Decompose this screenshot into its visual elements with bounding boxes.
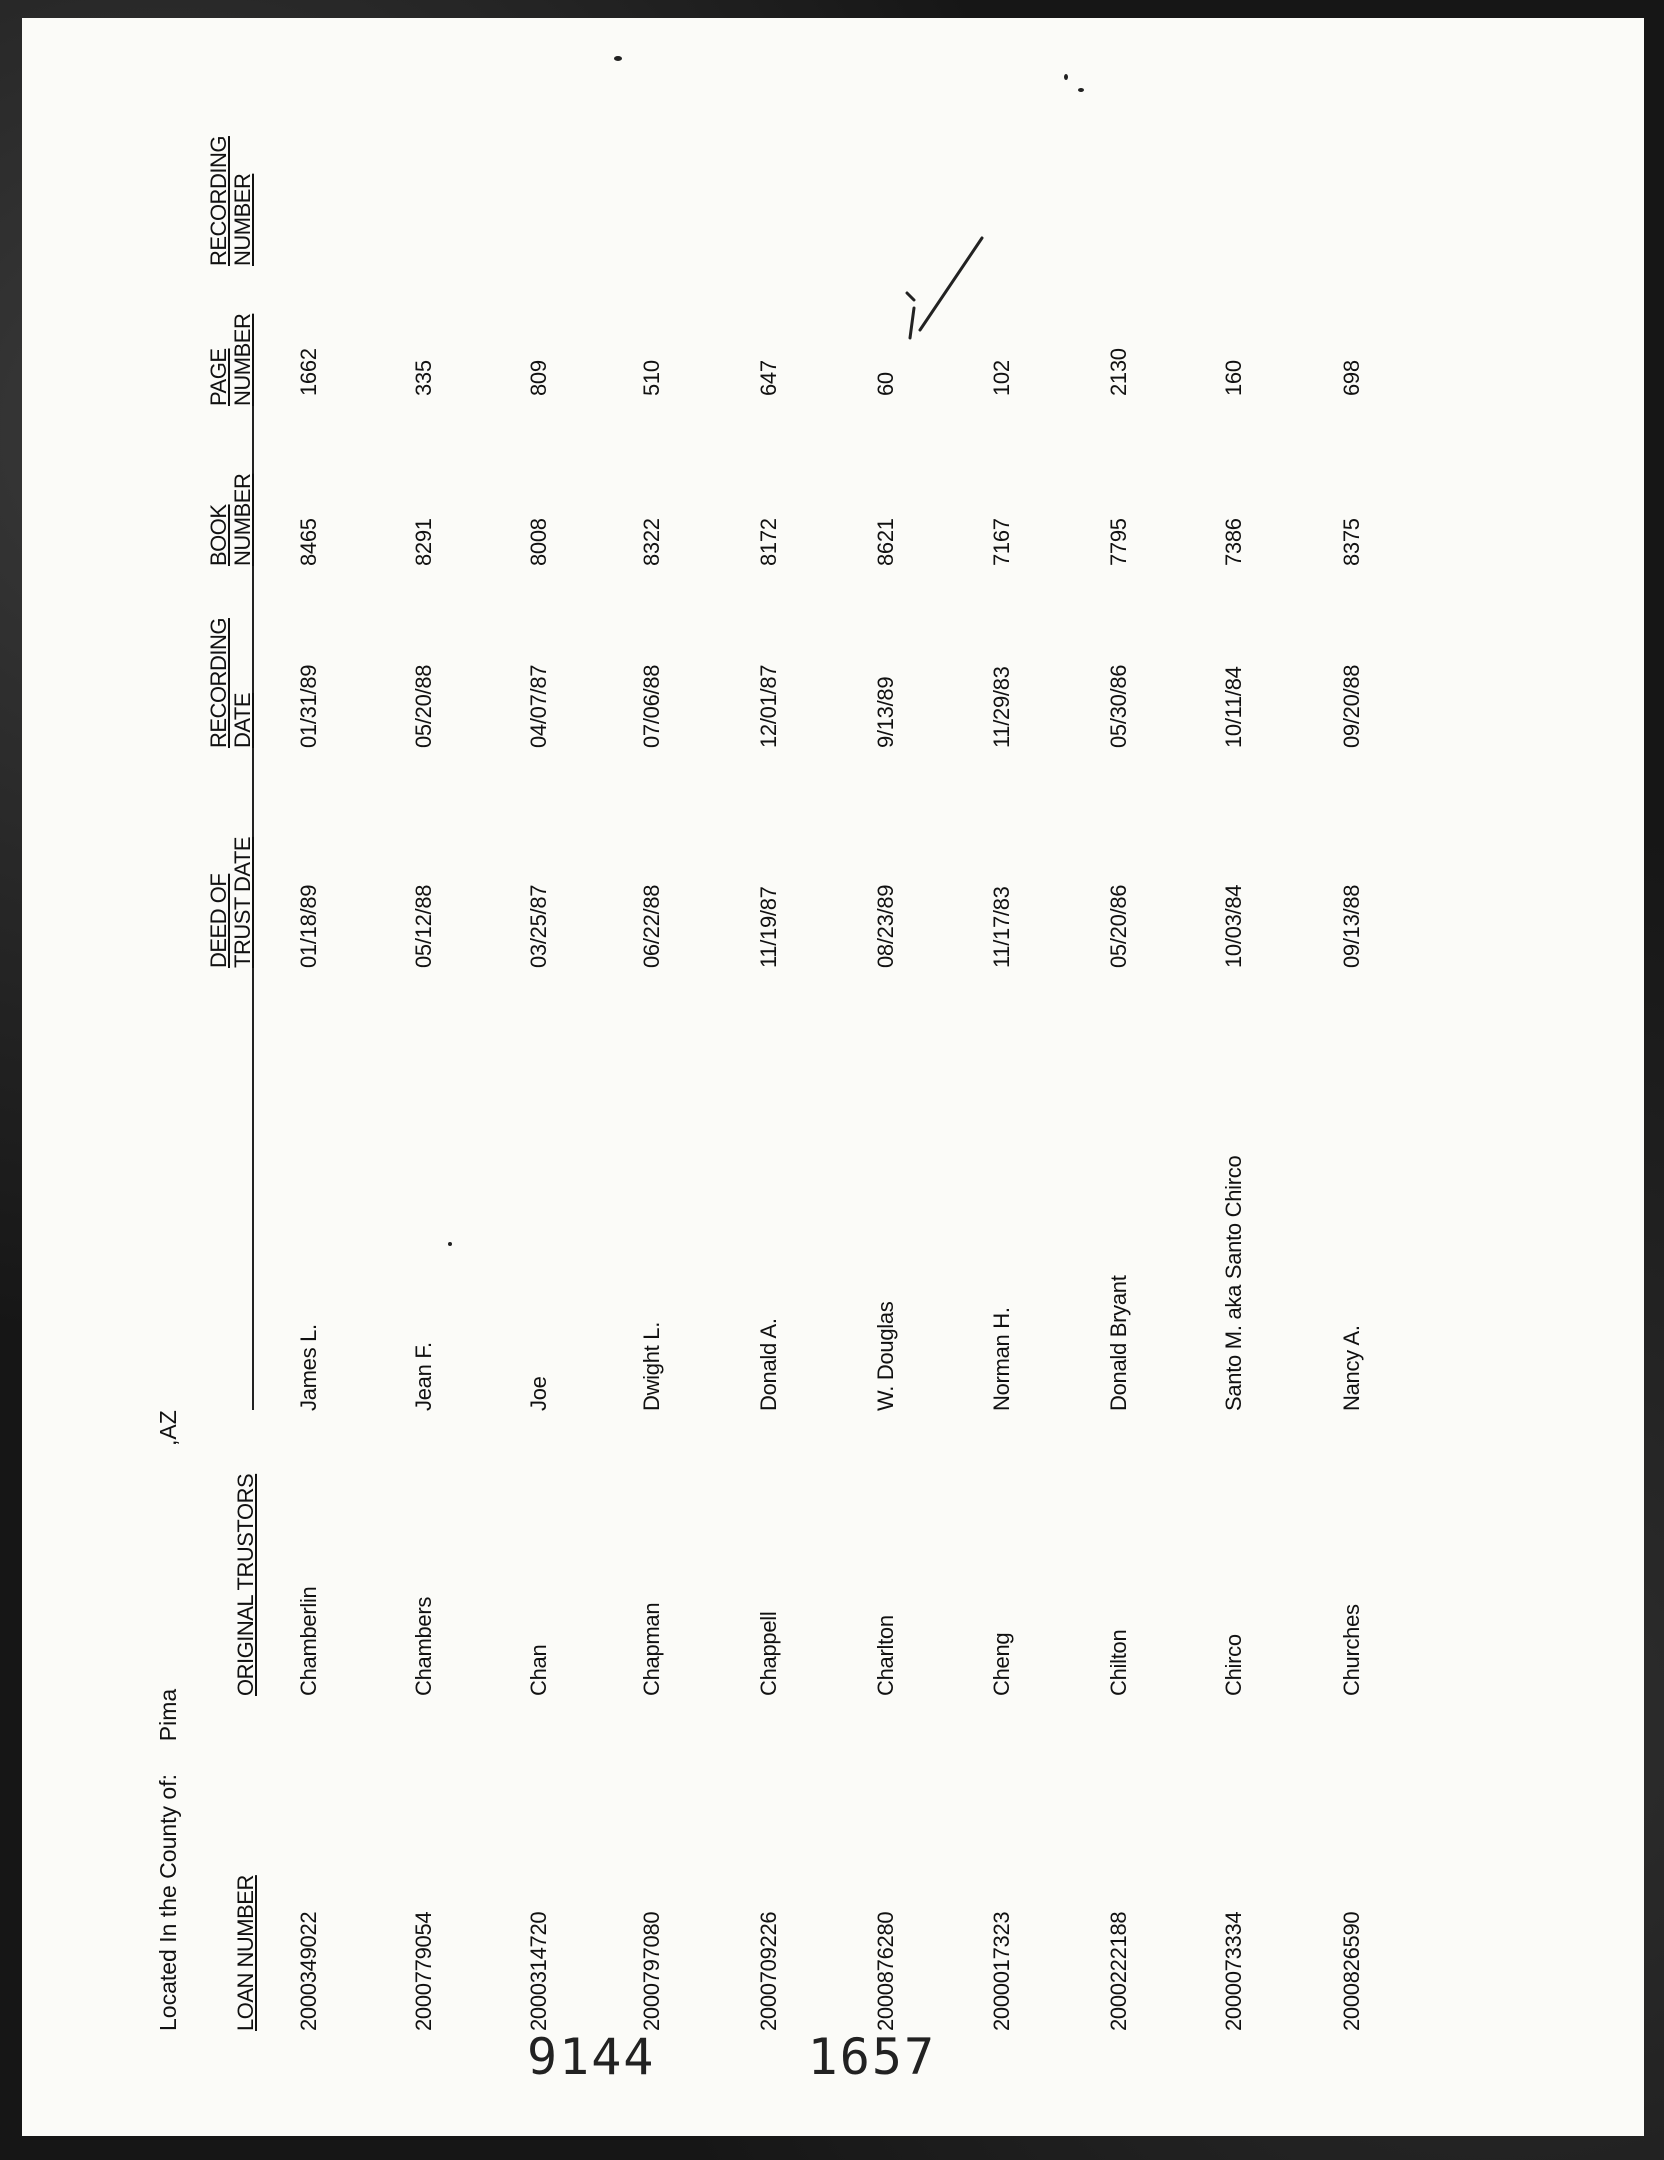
page-number-cell: 647 xyxy=(756,360,781,396)
trustor-last-cell: Chambers xyxy=(411,1596,436,1696)
trustor-last-cell: Chilton xyxy=(1106,1629,1131,1696)
header-page-line1: PAGE xyxy=(206,348,231,406)
document-page xyxy=(22,18,1644,2136)
recording-date-cell: 05/30/86 xyxy=(1106,664,1131,748)
recording-date-cell: 04/07/87 xyxy=(526,664,551,748)
trustor-last-cell: Chirco xyxy=(1221,1634,1246,1696)
trustor-first-cell: Donald A. xyxy=(756,1318,781,1411)
county-name: Pima xyxy=(155,1688,181,1742)
page-number-cell: 510 xyxy=(639,360,664,396)
handwritten-numbers xyxy=(527,2028,936,2086)
header-loan-number: LOAN NUMBER xyxy=(233,1875,258,2031)
book-number-cell: 8322 xyxy=(639,518,664,566)
deed-date-cell: 05/12/88 xyxy=(411,884,436,968)
scan-speck xyxy=(448,1242,452,1246)
recording-date-cell: 11/29/83 xyxy=(989,666,1014,748)
trustor-first-cell: Jean F. xyxy=(411,1342,436,1411)
check-mark-icon xyxy=(862,218,992,368)
trustor-last-cell: Charlton xyxy=(873,1615,898,1696)
header-book-line2: NUMBER xyxy=(230,473,255,566)
book-number-cell: 8291 xyxy=(411,518,436,566)
recording-date-cell: 9/13/89 xyxy=(873,676,898,748)
loan-number-cell: 2000709226 xyxy=(756,1911,781,2031)
loan-number-cell: 2000876280 xyxy=(873,1911,898,2031)
deed-date-cell: 05/20/86 xyxy=(1106,884,1131,968)
header-recdate-line1: RECORDING xyxy=(206,618,231,748)
scan-speck xyxy=(614,56,622,61)
trustor-last-cell: Chapman xyxy=(639,1602,664,1696)
loan-number-cell: 2000222188 xyxy=(1106,1911,1131,2031)
county-line xyxy=(155,1410,182,2031)
header-original-trustors: ORIGINAL TRUSTORS xyxy=(233,1473,258,1696)
loan-number-cell: 2000779054 xyxy=(411,1911,436,2031)
deed-date-cell: 03/25/87 xyxy=(526,884,551,968)
recording-date-cell: 10/11/84 xyxy=(1221,666,1246,748)
page-number-cell: 160 xyxy=(1221,360,1246,396)
trustor-first-cell: Nancy A. xyxy=(1339,1325,1364,1411)
trustor-first-cell: Donald Bryant xyxy=(1106,1275,1131,1411)
header-recdate-line2: DATE xyxy=(230,692,255,748)
header-book-number xyxy=(207,474,255,566)
trustor-first-cell: Joe xyxy=(526,1376,551,1411)
loan-number-cell: 2000314720 xyxy=(526,1911,551,2031)
book-number-cell: 7795 xyxy=(1106,518,1131,566)
header-recording-date xyxy=(207,618,255,748)
scan-speck xyxy=(1064,74,1068,80)
handwritten-right: 1657 xyxy=(807,2028,937,2086)
handwritten-left: 9144 xyxy=(527,2028,656,2086)
trustor-first-cell: Dwight L. xyxy=(639,1321,664,1411)
header-page-number xyxy=(207,314,255,406)
header-page-line2: NUMBER xyxy=(230,313,255,406)
header-deed-line2: TRUST DATE xyxy=(230,836,255,968)
state-name: ,AZ xyxy=(155,1410,181,1447)
deed-date-cell: 06/22/88 xyxy=(639,884,664,968)
book-number-cell: 7167 xyxy=(989,518,1014,566)
header-deed-of-trust-date xyxy=(207,837,255,968)
page-number-cell: 102 xyxy=(989,360,1014,396)
page-number-cell: 809 xyxy=(526,360,551,396)
trustor-last-cell: Churches xyxy=(1339,1604,1364,1696)
deed-date-cell: 08/23/89 xyxy=(873,884,898,968)
page-number-cell: 60 xyxy=(873,372,898,396)
recording-date-cell: 12/01/87 xyxy=(756,664,781,748)
deed-date-cell: 11/19/87 xyxy=(756,886,781,968)
page-number-cell: 698 xyxy=(1339,360,1364,396)
deed-date-cell: 10/03/84 xyxy=(1221,884,1246,968)
recording-date-cell: 01/31/89 xyxy=(296,664,321,748)
header-recnum-line2: NUMBER xyxy=(230,173,255,266)
rotated-sheet xyxy=(22,18,1644,2136)
trustor-first-cell: Santo M. aka Santo Chirco xyxy=(1221,1155,1246,1411)
page-number-cell: 1662 xyxy=(296,348,321,396)
trustor-first-cell: Norman H. xyxy=(989,1307,1014,1411)
trustor-last-cell: Cheng xyxy=(989,1632,1014,1696)
loan-number-cell: 2000797080 xyxy=(639,1911,664,2031)
recording-date-cell: 07/06/88 xyxy=(639,664,664,748)
book-number-cell: 8008 xyxy=(526,518,551,566)
county-label: Located In the County of: xyxy=(155,1773,181,2031)
book-number-cell: 8172 xyxy=(756,518,781,566)
trustor-last-cell: Chan xyxy=(526,1644,551,1696)
trustor-last-cell: Chappell xyxy=(756,1611,781,1696)
trustor-first-cell: James L. xyxy=(296,1324,321,1411)
trustor-first-cell: W. Douglas xyxy=(873,1301,898,1411)
scan-speck xyxy=(1078,88,1084,92)
page-number-cell: 2130 xyxy=(1106,348,1131,396)
header-book-line1: BOOK xyxy=(206,504,231,566)
book-number-cell: 8465 xyxy=(296,518,321,566)
deed-date-cell: 09/13/88 xyxy=(1339,884,1364,968)
page-number-cell: 335 xyxy=(411,360,436,396)
loan-number-cell: 2000073334 xyxy=(1221,1911,1246,2031)
loan-number-cell: 2000017323 xyxy=(989,1911,1014,2031)
loan-number-cell: 2000349022 xyxy=(296,1911,321,2031)
book-number-cell: 8375 xyxy=(1339,518,1364,566)
book-number-cell: 7386 xyxy=(1221,518,1246,566)
loan-number-cell: 2000826590 xyxy=(1339,1911,1364,2031)
header-deed-line1: DEED OF xyxy=(206,873,231,968)
recording-date-cell: 05/20/88 xyxy=(411,664,436,748)
header-recnum-line1: RECORDING xyxy=(206,136,231,266)
header-recording-number xyxy=(207,136,255,266)
trustor-last-cell: Chamberlin xyxy=(296,1586,321,1696)
book-number-cell: 8621 xyxy=(873,518,898,566)
deed-date-cell: 11/17/83 xyxy=(989,886,1014,968)
deed-date-cell: 01/18/89 xyxy=(296,884,321,968)
recording-date-cell: 09/20/88 xyxy=(1339,664,1364,748)
